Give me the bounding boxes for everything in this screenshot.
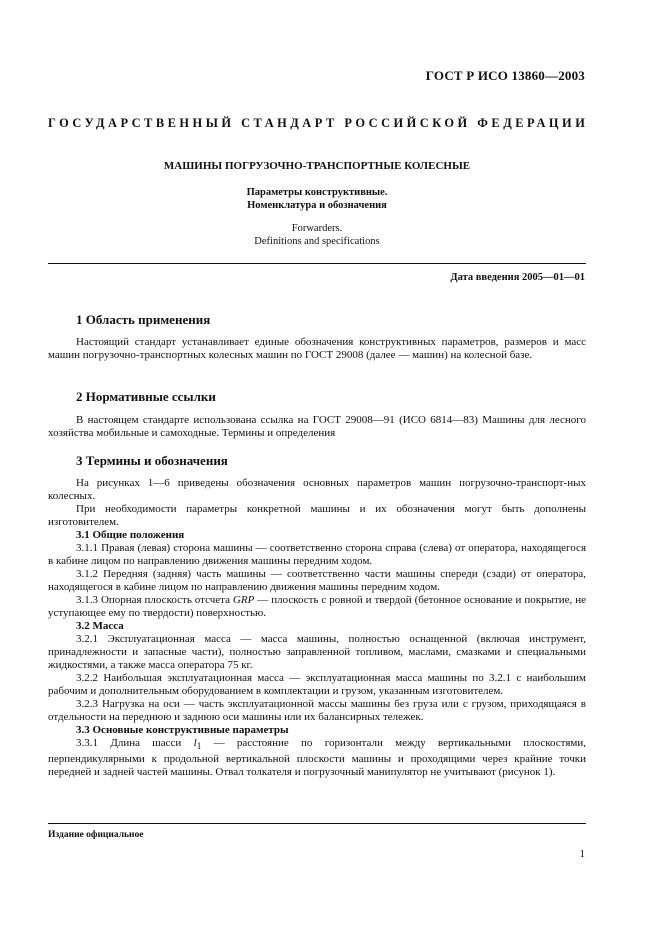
paragraph: 3.1.1 Правая (левая) сторона машины — соответственно сторона справа (слева) от оператора, находящегося в кабине лицом по направлению движения машины передним ходом.: [48, 542, 586, 567]
header-divider: [48, 263, 586, 264]
text-run: — плоскость с ровной и твердой (бетонное основание и покрытие, не уступающее ему по твердости) поверхностью.: [48, 594, 587, 619]
footer-divider: [48, 823, 586, 824]
edition-note: Издание официальное: [48, 830, 144, 840]
subsection-heading: 3.2 Масса: [76, 620, 124, 632]
subsection-heading: 3.3 Основные конструктивные параметры: [76, 724, 289, 736]
subtitle-line-1: Параметры конструктивные.: [246, 187, 388, 198]
paragraph: 3.2.2 Наибольшая эксплуатационная масса — эксплуатационная масса машины по 3.2.1 с наибольшим рабочим и дополнительным оборудованием в комплектации и грузом, указанным изготовителем.: [48, 672, 586, 697]
document-title: МАШИНЫ ПОГРУЗОЧНО-ТРАНСПОРТНЫЕ КОЛЕСНЫЕ: [163, 160, 471, 172]
section-1-body: [48, 336, 586, 362]
subtitle-line-2: Номенклатура и обозначения: [247, 200, 387, 211]
text-run: 3.3.1 Длина шасси: [76, 737, 194, 749]
section-1-heading: 1 Область применения: [76, 312, 211, 327]
paragraph: Настоящий стандарт устанавливает единые обозначения конструктивных параметров, размеров и масс машин погрузочно-транспортных колесных машин по ГОСТ 29008 (далее — машин) на колесной базе.: [48, 336, 586, 361]
paragraph: При необходимости параметры конкретной машины и их обозначения могут быть дополнены изготовителем.: [48, 503, 586, 528]
document-code: ГОСТ Р ИСО 13860—2003: [425, 68, 585, 83]
section-3-body: [48, 477, 586, 779]
paragraph: В настоящем стандарте использована ссылка на ГОСТ 29008—91 (ИСО 6814—83) Машины для лесного хозяйства мобильные и самоходные. Термины и определения: [48, 414, 586, 439]
grp-symbol: GRP: [232, 594, 255, 606]
section-3-heading: 3 Термины и обозначения: [76, 453, 228, 468]
paragraph: 3.2.3 Нагрузка на оси — часть эксплуатационной массы машины без груза или с грузом, приходящаяся в отдельности на переднюю и заднюю оси машины или их балансирных тележек.: [48, 698, 586, 723]
length-symbol: l: [193, 737, 197, 749]
subsection-heading: 3.1 Общие положения: [76, 529, 185, 541]
page-number: 1: [579, 848, 585, 860]
english-title-line-2: Definitions and specifications: [254, 235, 380, 247]
english-title-line-1: Forwarders.: [291, 223, 343, 234]
state-standard-banner: ГОСУДАРСТВЕННЫЙ СТАНДАРТ РОССИЙСКОЙ ФЕДЕРАЦИИ: [48, 116, 589, 130]
section-2-body: [48, 414, 586, 440]
paragraph: 3.2.1 Эксплуатационная масса — масса машины, полностью оснащенной (включая инструмент, принадлежности и запасные части), полностью заправленной топливом, маслами, смазками и специальными жидкостями, а также масса оператора 75 кг.: [48, 633, 586, 671]
length-symbol-index: 1: [196, 741, 202, 752]
english-title: [48, 223, 586, 248]
text-run: 3.1.3 Опорная плоскость отсчета: [76, 594, 233, 606]
paragraph: На рисунках 1—6 приведены обозначения основных параметров машин погрузочно-транспорт-ных колесных.: [48, 477, 586, 502]
text-run: — расстояние по горизонтали между вертикальными плоскостями, перпендикулярными к продольной вертикальной плоскости машины и проходящими через крайние точки передней и задней частей машины. Отвал толкателя и погрузочный манипулятор не учитывают (рисунок 1).: [48, 737, 586, 779]
paragraph: 3.1.2 Передняя (задняя) часть машины — соответственно части машины спереди (сзади) от оператора, находящегося в кабине лицом по направлению движения машины передним ходом.: [48, 568, 586, 593]
section-2-heading: 2 Нормативные ссылки: [76, 389, 216, 404]
paragraph: [48, 737, 586, 779]
effective-date: Дата введения 2005—01—01: [450, 272, 585, 283]
paragraph: [48, 594, 586, 620]
document-subtitle: [48, 186, 586, 212]
